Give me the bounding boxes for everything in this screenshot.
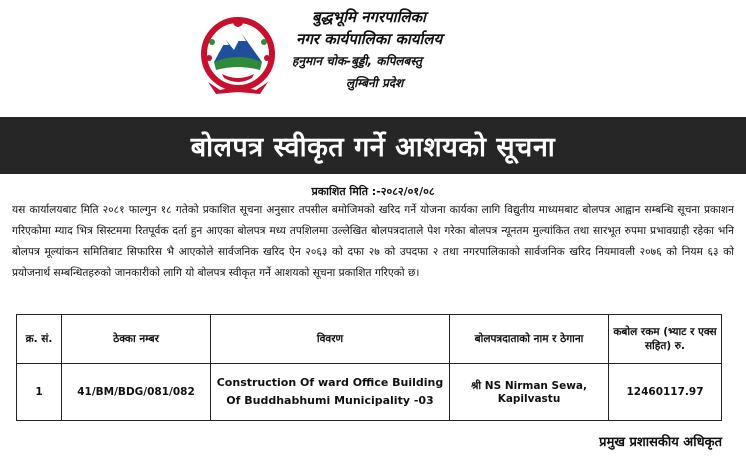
municipality-name: बुद्धभूमि नगरपालिका <box>312 8 426 26</box>
header-bidder: बोलपत्रदाताको नाम र ठेगाना <box>450 315 609 364</box>
notice-title-banner <box>0 117 746 174</box>
description-line-2: Of Buddhabhumi Municipality -03 <box>226 394 434 407</box>
header-contract-no: ठेक्का नम्बर <box>62 315 211 364</box>
office-name: नगर कार्यपालिका कार्यालय <box>296 30 443 48</box>
bid-table <box>16 314 722 421</box>
cell-description <box>211 364 450 421</box>
table-row <box>17 364 722 421</box>
nepal-emblem-icon <box>200 12 276 96</box>
published-date: प्रकाशित मिति :-२०८२/०१/०८ <box>311 185 435 198</box>
notice-title: बोलपत्र स्वीकृत गर्ने आशयको सूचना <box>190 132 556 163</box>
header-sn: क्र. सं. <box>17 315 62 364</box>
province-name: लुम्बिनी प्रदेश <box>346 76 404 90</box>
cell-contract-no: 41/BM/BDG/081/082 <box>62 364 211 421</box>
description-line-1: Construction Of ward Office Building <box>216 376 444 389</box>
cell-amount: 12460117.97 <box>609 364 722 421</box>
signatory: प्रमुख प्रशासकीय अधिकृत <box>599 435 722 450</box>
letterhead <box>0 0 746 115</box>
office-address: हनुमान चोक-बुड्डी, कपिलबस्तु <box>292 54 422 68</box>
cell-sn: 1 <box>17 364 62 421</box>
header-amount: कबोल रकम (भ्याट र एक्स सहित) रु. <box>609 315 722 364</box>
table-header-row <box>17 315 722 364</box>
cell-bidder: श्री NS Nirman Sewa, Kapilvastu <box>450 364 609 421</box>
header-description: विवरण <box>211 315 450 364</box>
notice-body: यस कार्यालयबाट मिति २०८१ फाल्गुन १८ गतेको प्रकाशित सूचना अनुसार तपसील बमोजिमको खरिद गर्ने योजना कार्यका लागि विद्युतीय माध्यमबाट बोलपत्र आह्वान सम्बन्धि सूचना प्रकाशन गरिएकोमा म्याद भित्र सिस्टममा रितपूर्वक दर्ता हुन आएका बोलपत्र मध्य तपशिलमा उल्लेखित बोलपत्रदाताले पेश गरेका बोलपत्र न्यूनतम मुल्यांकित तथा सारभूत रुपमा प्रभावग्राही रहेका भनि बोलपत्र मूल्यांकन समितिबाट सिफारिस भै आएकोले सार्वजनिक खरिद ऐन २०६३ को दफा २७ को उपदफा २ तथा नगरपालिकाको सार्वजनिक खरिद नियमावली २०७६ को नियम ६३ को प्रयोजनार्थ सम्बन्धितहरुको जानकारीको लागि यो बोलपत्र स्वीकृत गर्ने आशयको सूचना प्रकाशित गरिएको छ। <box>12 204 734 279</box>
